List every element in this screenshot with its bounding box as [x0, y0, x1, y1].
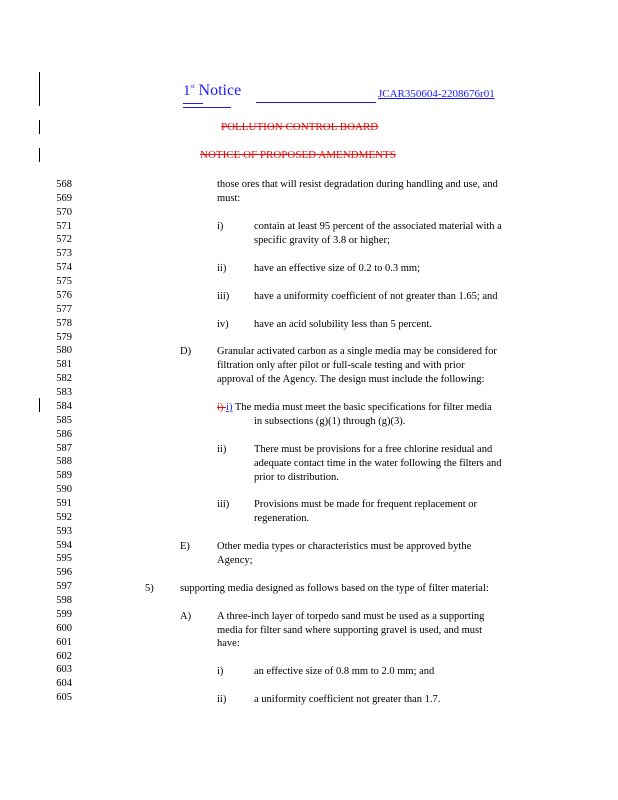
- revision-bar: [39, 398, 40, 412]
- line-number: 598: [56, 595, 72, 607]
- item-text: supporting media designed as follows based on the type of filter material:: [180, 583, 489, 594]
- item-text: approval of the Agency. The design must include the following:: [217, 374, 485, 385]
- line-number: 571: [56, 220, 72, 232]
- header-underline: [183, 107, 231, 108]
- line-number: 577: [56, 303, 72, 315]
- line-number: 589: [56, 470, 72, 482]
- line-number: 578: [56, 317, 72, 329]
- item-text: filtration only after pilot or full-scale testing and with prior: [217, 360, 465, 371]
- item-text: Provisions must be made for frequent replacement or: [254, 499, 478, 510]
- item-text: A three-inch layer of torpedo sand must be used as a supporting: [217, 611, 485, 622]
- paragraph-line: must:: [217, 193, 241, 204]
- line-number: 569: [56, 192, 72, 204]
- agency-name: POLLUTION CONTROL BOARD: [221, 121, 379, 133]
- header-underline: [256, 102, 376, 103]
- line-number: 596: [56, 567, 72, 579]
- item-text: prior to distribution.: [254, 472, 339, 483]
- paragraph-line: those ores that will resist degradation during handling and use, and: [217, 179, 498, 190]
- item-text: have an effective size of 0.2 to 0.3 mm;: [254, 263, 421, 274]
- item-text: Other media types or characteristics must be approved bythe: [217, 541, 472, 552]
- inserted-text: i): [226, 402, 233, 413]
- line-number: 580: [56, 345, 72, 357]
- line-number: 583: [56, 387, 72, 399]
- notice-number-superscript: st: [190, 84, 195, 90]
- amended-item: [217, 401, 492, 415]
- deleted-text: i): [217, 402, 227, 413]
- notice-title: Notice: [198, 82, 242, 99]
- notice-number: 1: [183, 83, 191, 99]
- line-number: 593: [56, 525, 72, 537]
- line-number: 576: [56, 289, 72, 301]
- line-number: 572: [56, 234, 72, 246]
- item-label: D): [180, 346, 192, 357]
- item-label: ii): [217, 263, 227, 274]
- item-text: an effective size of 0.8 mm to 2.0 mm; and: [254, 666, 435, 677]
- item-label: A): [180, 611, 192, 622]
- line-number: 597: [56, 581, 72, 593]
- item-label: 5): [145, 583, 154, 594]
- item-label: iii): [217, 291, 230, 302]
- line-number: 603: [56, 664, 72, 676]
- item-text: in subsections (g)(1) through (g)(3).: [254, 416, 406, 427]
- item-text: specific gravity of 3.8 or higher;: [254, 235, 390, 246]
- item-label: ii): [217, 444, 227, 455]
- header-underline: [183, 103, 203, 104]
- line-number: 601: [56, 636, 72, 648]
- line-number: 581: [56, 359, 72, 371]
- item-label: ii): [217, 694, 227, 705]
- line-number: 568: [56, 179, 72, 190]
- document-id: JCAR350604-2208676r01: [378, 88, 495, 100]
- line-number: 585: [56, 414, 72, 426]
- line-number: 600: [56, 622, 72, 634]
- line-number: 575: [56, 276, 72, 288]
- line-number: 599: [56, 608, 72, 620]
- line-number: 586: [56, 428, 72, 440]
- line-number: 594: [56, 539, 72, 551]
- line-number: 573: [56, 248, 72, 260]
- line-number: 574: [56, 262, 72, 274]
- item-text: a uniformity coefficient not greater than 1.7.: [254, 694, 441, 705]
- item-label: iii): [217, 499, 230, 510]
- revision-bar: [39, 148, 40, 162]
- item-label: i): [217, 221, 224, 232]
- item-text: contain at least 95 percent of the associated material with a: [254, 221, 502, 232]
- notice-header: [183, 82, 241, 100]
- item-text: have a uniformity coefficient of not greater than 1.65; and: [254, 291, 498, 302]
- line-number: 590: [56, 484, 72, 496]
- line-number: 570: [56, 206, 72, 218]
- line-number: 588: [56, 456, 72, 468]
- line-number: 605: [56, 692, 72, 704]
- line-number: 584: [56, 400, 72, 412]
- line-number: 582: [56, 373, 72, 385]
- notice-subtitle: NOTICE OF PROPOSED AMENDMENTS: [200, 149, 396, 161]
- item-text: regeneration.: [254, 513, 310, 524]
- revision-bar: [39, 120, 40, 134]
- item-text: adequate contact time in the water following the filters and: [254, 458, 502, 469]
- item-text: There must be provisions for a free chlorine residual and: [254, 444, 493, 455]
- line-number: 587: [56, 442, 72, 454]
- line-number: 591: [56, 498, 72, 509]
- line-number: 602: [56, 650, 72, 662]
- item-text: media for filter sand where supporting gravel is used, and must: [217, 625, 483, 636]
- line-number: 595: [56, 553, 72, 565]
- item-text: The media must meet the basic specifications for filter media: [232, 402, 492, 413]
- item-text: have an acid solubility less than 5 percent.: [254, 319, 432, 330]
- item-label: i): [217, 666, 224, 677]
- item-text: Granular activated carbon as a single media may be considered for: [217, 346, 497, 357]
- line-number: 604: [56, 678, 72, 690]
- item-label: E): [180, 541, 190, 552]
- line-number: 592: [56, 511, 72, 523]
- revision-bar: [39, 72, 40, 106]
- line-number: 579: [56, 331, 72, 343]
- item-text: have:: [217, 638, 240, 649]
- item-text: Agency;: [217, 555, 253, 566]
- item-label: iv): [217, 319, 229, 330]
